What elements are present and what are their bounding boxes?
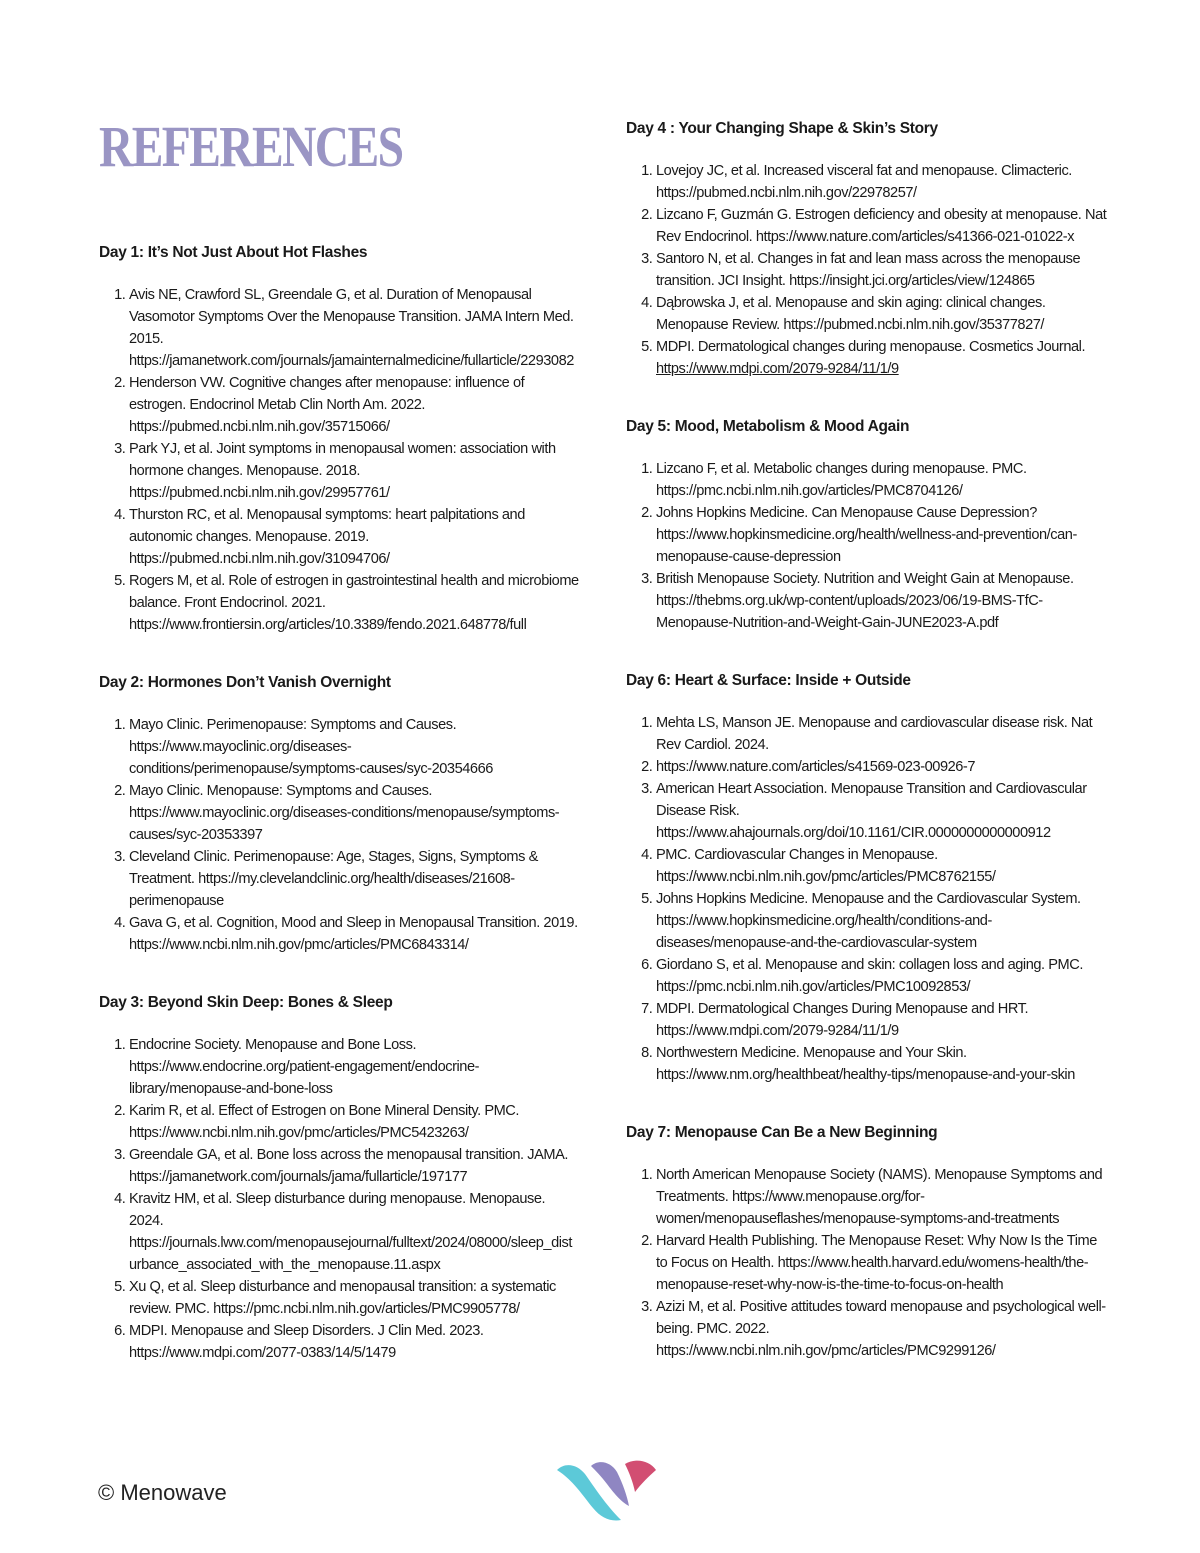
reference-item: 4. PMC. Cardiovascular Changes in Menopause. https://www.ncbi.nlm.nih.gov/pmc/articles/PMC8762155/ [656, 844, 1111, 888]
references-section-day-2 [99, 672, 579, 956]
reference-item: 5. Xu Q, et al. Sleep disturbance and menopausal transition: a systematic review. PMC. https://pmc.ncbi.nlm.nih.gov/articles/PMC9905778/ [129, 1276, 579, 1320]
reference-item: 2. Henderson VW. Cognitive changes after menopause: influence of estrogen. Endocrinol Metab Clin North Am. 2022. https://pubmed.ncbi.nlm.nih.gov/35715066/ [129, 372, 579, 438]
menowave-wave-logo-icon [555, 1458, 659, 1524]
reference-item: 1. Mehta LS, Manson JE. Menopause and cardiovascular disease risk. Nat Rev Cardiol. 2024. [656, 712, 1111, 756]
reference-link[interactable]: https://www.mdpi.com/2079-9284/11/1/9 [656, 361, 899, 377]
reference-item: 1. Lovejoy JC, et al. Increased visceral fat and menopause. Climacteric. https://pubmed.ncbi.nlm.nih.gov/22978257/ [656, 160, 1111, 204]
reference-list [99, 1034, 579, 1364]
section-heading: Day 1: It’s Not Just About Hot Flashes [99, 244, 368, 261]
references-section-day-4 [626, 118, 1111, 380]
reference-item: 8. Northwestern Medicine. Menopause and Your Skin. https://www.nm.org/healthbeat/healthy-tips/menopause-and-your-skin [656, 1042, 1111, 1086]
references-section-day-3 [99, 992, 579, 1364]
reference-item: 3. Cleveland Clinic. Perimenopause: Age, Stages, Signs, Symptoms & Treatment. https://my.clevelandclinic.org/health/diseases/21608-perimenopause [129, 846, 579, 912]
reference-list [99, 714, 579, 956]
reference-item: 1. Avis NE, Crawford SL, Greendale G, et al. Duration of Menopausal Vasomotor Symptoms Over the Menopause Transition. JAMA Intern Med. 2015. https://jamanetwork.com/journals/jamainternalmedicine/fullarticle/2293082 [129, 284, 579, 372]
reference-item: 2. Mayo Clinic. Menopause: Symptoms and Causes. https://www.mayoclinic.org/diseases-conditions/menopause/symptoms-causes/syc-20353397 [129, 780, 579, 846]
reference-item: 7. MDPI. Dermatological Changes During Menopause and HRT. https://www.mdpi.com/2079-9284/11/1/9 [656, 998, 1111, 1042]
reference-list [626, 160, 1111, 380]
reference-list [626, 712, 1111, 1086]
references-column-left [99, 242, 579, 1400]
references-section-day-6 [626, 670, 1111, 1086]
reference-item: 4. Dąbrowska J, et al. Menopause and skin aging: clinical changes. Menopause Review. https://pubmed.ncbi.nlm.nih.gov/35377827/ [656, 292, 1111, 336]
reference-item: 3. American Heart Association. Menopause Transition and Cardiovascular Disease Risk. https://www.ahajournals.org/doi/10.1161/CIR.0000000000000912 [656, 778, 1111, 844]
references-section-day-5 [626, 416, 1111, 634]
section-heading: Day 7: Menopause Can Be a New Beginning [626, 1124, 938, 1141]
reference-item: 6. MDPI. Menopause and Sleep Disorders. J Clin Med. 2023. https://www.mdpi.com/2077-0383/14/5/1479 [129, 1320, 579, 1364]
reference-item: 4. Thurston RC, et al. Menopausal symptoms: heart palpitations and autonomic changes. Menopause. 2019. https://pubmed.ncbi.nlm.nih.gov/31094706/ [129, 504, 579, 570]
reference-item: 2. Lizcano F, Guzmán G. Estrogen deficiency and obesity at menopause. Nat Rev Endocrinol. https://www.nature.com/articles/s41366-021-01022-x [656, 204, 1111, 248]
section-heading: Day 4 : Your Changing Shape & Skin’s Story [626, 120, 938, 137]
reference-item: 2. https://www.nature.com/articles/s41569-023-00926-7 [656, 756, 1111, 778]
reference-item: 4. Kravitz HM, et al. Sleep disturbance during menopause. Menopause. 2024. https://journals.lww.com/menopausejournal/fulltext/2024/08000/sleep_disturbance_associated_with_the_menopause.11.aspx [129, 1188, 579, 1276]
reference-item: 3. Azizi M, et al. Positive attitudes toward menopause and psychological well-being. PMC. 2022. https://www.ncbi.nlm.nih.gov/pmc/articles/PMC9299126/ [656, 1296, 1111, 1362]
reference-item: 5. Rogers M, et al. Role of estrogen in gastrointestinal health and microbiome balance. Front Endocrinol. 2021. https://www.frontiersin.org/articles/10.3389/fendo.2021.648778/full [129, 570, 579, 636]
references-section-day-1 [99, 242, 579, 636]
reference-item: 3. British Menopause Society. Nutrition and Weight Gain at Menopause. https://thebms.org.uk/wp-content/uploads/2023/06/19-BMS-TfC-Menopause-Nutrition-and-Weight-Gain-JUNE2023-A.pdf [656, 568, 1111, 634]
reference-item: 5. Johns Hopkins Medicine. Menopause and the Cardiovascular System. https://www.hopkinsmedicine.org/health/conditions-and-diseases/menopause-and-the-cardiovascular-system [656, 888, 1111, 954]
reference-item: 4. Gava G, et al. Cognition, Mood and Sleep in Menopausal Transition. 2019. https://www.ncbi.nlm.nih.gov/pmc/articles/PMC6843314/ [129, 912, 579, 956]
reference-item: 1. Mayo Clinic. Perimenopause: Symptoms and Causes. https://www.mayoclinic.org/diseases-conditions/perimenopause/symptoms-causes/syc-20354666 [129, 714, 579, 780]
reference-item: 6. Giordano S, et al. Menopause and skin: collagen loss and aging. PMC. https://pmc.ncbi.nlm.nih.gov/articles/PMC10092853/ [656, 954, 1111, 998]
footer-copyright: © Menowave [98, 1480, 227, 1505]
section-heading: Day 3: Beyond Skin Deep: Bones & Sleep [99, 994, 393, 1011]
reference-list [626, 458, 1111, 634]
reference-list [99, 284, 579, 636]
reference-item: 2. Karim R, et al. Effect of Estrogen on Bone Mineral Density. PMC. https://www.ncbi.nlm.nih.gov/pmc/articles/PMC5423263/ [129, 1100, 579, 1144]
references-column-right [626, 118, 1111, 1398]
section-heading: Day 2: Hormones Don’t Vanish Overnight [99, 674, 391, 691]
references-section-day-7 [626, 1122, 1111, 1362]
reference-item: 1. Endocrine Society. Menopause and Bone Loss. https://www.endocrine.org/patient-engagement/endocrine-library/menopause-and-bone-loss [129, 1034, 579, 1100]
reference-item: 1. Lizcano F, et al. Metabolic changes during menopause. PMC. https://pmc.ncbi.nlm.nih.gov/articles/PMC8704126/ [656, 458, 1111, 502]
reference-item: 3. Greendale GA, et al. Bone loss across the menopausal transition. JAMA. https://jamanetwork.com/journals/jama/fullarticle/197177 [129, 1144, 579, 1188]
reference-item: 2. Harvard Health Publishing. The Menopause Reset: Why Now Is the Time to Focus on Health. https://www.health.harvard.edu/womens-health/the-menopause-reset-why-now-is-the-time-to-focus-on-health [656, 1230, 1111, 1296]
logo-wave-pink [625, 1461, 656, 1492]
section-heading: Day 6: Heart & Surface: Inside + Outside [626, 672, 911, 689]
reference-text: MDPI. Dermatological changes during menopause. Cosmetics Journal. [656, 339, 1086, 355]
section-heading: Day 5: Mood, Metabolism & Mood Again [626, 418, 910, 435]
reference-item: 3. Santoro N, et al. Changes in fat and lean mass across the menopause transition. JCI Insight. https://insight.jci.org/articles/view/124865 [656, 248, 1111, 292]
reference-item: 2. Johns Hopkins Medicine. Can Menopause Cause Depression? https://www.hopkinsmedicine.org/health/wellness-and-prevention/can-menopause-cause-depression [656, 502, 1111, 568]
reference-item: 1. North American Menopause Society (NAMS). Menopause Symptoms and Treatments. https://www.menopause.org/for-women/menopauseflashes/menopause-symptoms-and-treatments [656, 1164, 1111, 1230]
reference-list [626, 1164, 1111, 1362]
reference-item: 3. Park YJ, et al. Joint symptoms in menopausal women: association with hormone changes. Menopause. 2018. https://pubmed.ncbi.nlm.nih.gov/29957761/ [129, 438, 579, 504]
reference-item [656, 336, 1111, 380]
page-title: REFERENCES [99, 114, 403, 179]
